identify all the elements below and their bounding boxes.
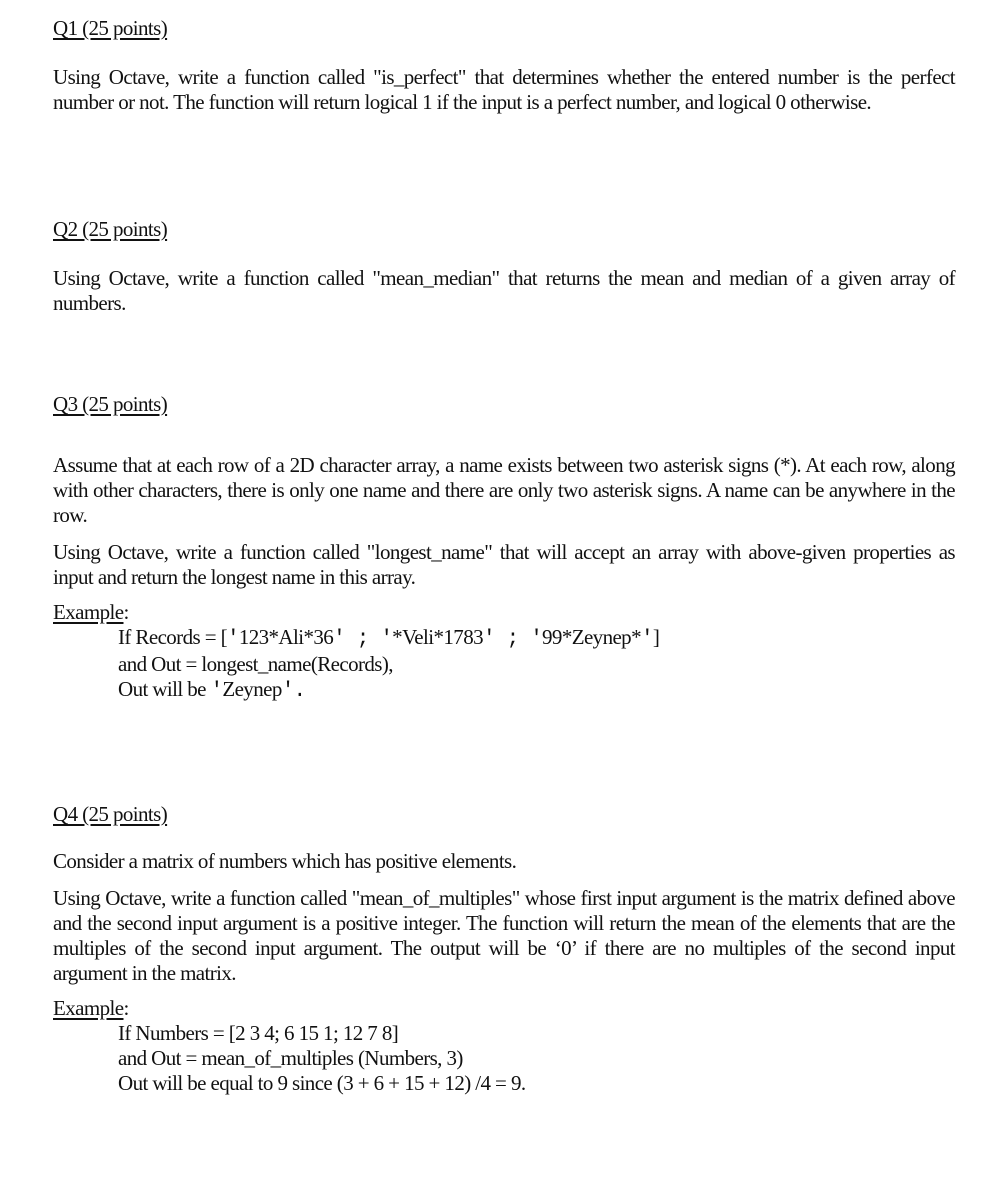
result-value: Zeynep (222, 677, 282, 701)
record-3: 99*Zeynep* (542, 625, 641, 649)
question-3 (53, 390, 955, 418)
example-label-text: Example (53, 996, 124, 1020)
question-3-body-2: Using Octave, write a function called "longest_name" that will accept an array with above-given properties as input and return the longest name in this array. (53, 540, 955, 589)
question-3-example-label (53, 600, 955, 625)
example-line-3-prefix: Out will be (118, 677, 211, 701)
quote-mark: '. (281, 680, 306, 703)
question-4-heading: Q4 (25 points) (53, 802, 168, 826)
question-4-example (118, 1021, 955, 1096)
example-label-colon: : (123, 996, 129, 1020)
question-1 (53, 14, 955, 42)
question-2-heading: Q2 (25 points) (53, 217, 168, 241)
example-line-1-suffix: ] (652, 625, 660, 649)
question-4-body-2: Using Octave, write a function called "mean_of_multiples" whose first input argument is the matrix defined above and the second input argument is a positive integer. The function will return the mean of the elements that are the multiples of the second input argument. The output will be ‘0’ if there are no multiples of the second input argument in the matrix. (53, 886, 955, 985)
question-2 (53, 215, 955, 243)
question-1-heading: Q1 (25 points) (53, 16, 168, 40)
record-1: 123*Ali*36 (238, 625, 334, 649)
question-3-body-block (53, 453, 955, 704)
example-label-colon: : (123, 600, 129, 624)
question-3-example (118, 625, 955, 704)
quote-mark: ' (210, 680, 223, 703)
separator: ' ; ' (483, 628, 543, 651)
question-3-heading: Q3 (25 points) (53, 392, 168, 416)
question-4-example-label (53, 996, 955, 1021)
example-line-1-prefix: If Records = [ (118, 625, 227, 649)
question-3-body-1: Assume that at each row of a 2D character array, a name exists between two asterisk signs (*). At each row, along with other characters, there is only one name and there are only two asterisk signs. A name can be anywhere in the row. (53, 453, 955, 527)
example-line-2: and Out = mean_of_multiples (Numbers, 3) (118, 1046, 463, 1070)
question-1-body-block (53, 65, 955, 115)
question-4 (53, 800, 955, 828)
question-4-body-1: Consider a matrix of numbers which has positive elements. (53, 849, 517, 873)
example-line-3: Out will be equal to 9 since (3 + 6 + 15 + 12) /4 = 9. (118, 1071, 526, 1095)
question-2-body: Using Octave, write a function called "mean_median" that returns the mean and median of a given array of numbers. (53, 266, 955, 315)
question-4-body-block (53, 849, 955, 1096)
quote-mark: ' (641, 628, 653, 651)
example-line-1 (118, 625, 955, 652)
example-line-1: If Numbers = [2 3 4; 6 15 1; 12 7 8] (118, 1021, 399, 1045)
quote-mark: ' (227, 628, 239, 651)
example-label-text: Example (53, 600, 124, 624)
question-2-body-block (53, 266, 955, 316)
question-1-body: Using Octave, write a function called "is_perfect" that determines whether the entered number is the perfect number or not. The function will return logical 1 if the input is a perfect number, and logical 0 otherwise. (53, 65, 955, 114)
example-line-3 (118, 677, 955, 704)
record-2: *Veli*1783 (392, 625, 483, 649)
separator: ' ; ' (333, 628, 393, 651)
example-line-2: and Out = longest_name(Records), (118, 652, 393, 676)
